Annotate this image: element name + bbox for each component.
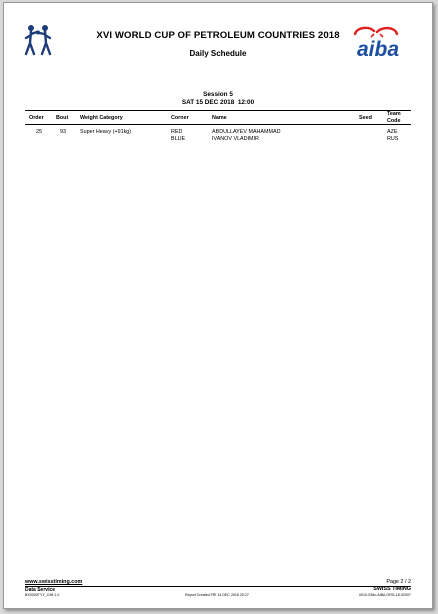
footer-page-number: Page 2 / 2 (386, 579, 411, 585)
footer-rule (25, 586, 411, 587)
cell-corner-red: RED (171, 129, 183, 135)
cell-weight: Super Heavy (+91kg) (80, 129, 132, 135)
col-name: Name (212, 115, 227, 121)
footer-data-service: Data Service (25, 587, 56, 593)
col-order: Order (29, 115, 44, 121)
footer-url-link[interactable]: www.swisstiming.com (25, 579, 83, 585)
col-weight-category: Weight Category (80, 115, 123, 121)
table-header (25, 111, 411, 125)
cell-order: 25 (36, 129, 42, 135)
aiba-logo-icon (347, 25, 409, 61)
cell-team-blue: RUS (387, 135, 399, 142)
schedule-page (3, 2, 433, 609)
header-bottom-rule (25, 124, 411, 125)
page-footer (25, 578, 411, 602)
col-bout: Bout (56, 115, 69, 121)
footer-doc-id: 0010-036c-AIBA.ORG-18-02007 (359, 593, 411, 597)
cell-team-red: AZE (387, 129, 398, 135)
session-name: Session 5 (203, 91, 233, 98)
col-team-line1: Team (387, 111, 401, 117)
col-team-line2: Code (387, 117, 401, 124)
session-block (4, 91, 432, 107)
col-corner: Corner (171, 115, 189, 121)
page-subtitle: Daily Schedule (189, 49, 247, 58)
cell-corner-blue: BLUE (171, 135, 186, 142)
cell-name-blue: IVANOV VLADIMIR (212, 135, 259, 142)
cell-bout: 93 (60, 129, 66, 135)
cell-name-red: ABDULLAYEV MAHAMMAD (212, 129, 281, 135)
session-datetime: SAT 15 DEC 2018 12:00 (181, 99, 255, 106)
footer-doc-code: BX0000TYY_C98 1.0 (25, 593, 60, 597)
footer-swiss-timing: SWISS TIMING (373, 586, 411, 592)
event-title: XVI WORLD CUP OF PETROLEUM COUNTRIES 2018 (96, 30, 340, 41)
footer-report-created: Report Created FRI 14 DEC 2018 20:27 (185, 593, 249, 597)
header-top-rule (25, 110, 411, 111)
col-seed: Seed (359, 115, 372, 121)
aiba-logo-text: aiba (356, 38, 400, 61)
